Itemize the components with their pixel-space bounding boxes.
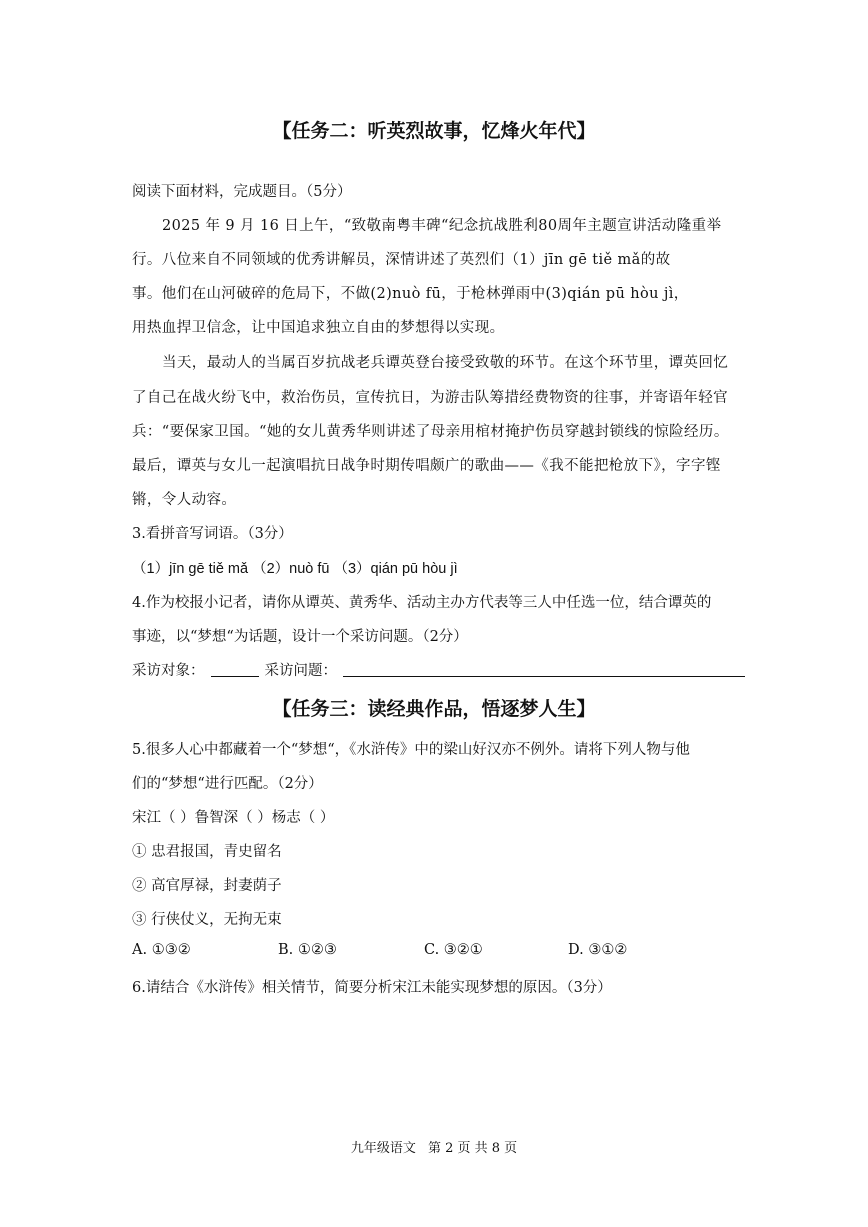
q5-dream-item: ① 忠君报国，青史留名 (132, 844, 282, 860)
q4-stem: 事迹，以“梦想“为话题，设计一个采访问题。（2分） (132, 629, 468, 645)
q5-dream-item: ② 高官厚禄，封妻荫子 (132, 878, 282, 894)
passage-line: 锵，令人动容。 (132, 492, 237, 508)
task2-title: 【任务二：听英烈故事，忆烽火年代】 (272, 120, 596, 142)
task2-intro: 阅读下面材料，完成题目。（5分） (132, 184, 352, 200)
q5-option-b[interactable]: B. ①②③ (278, 942, 337, 958)
q4-answer-line (132, 659, 745, 680)
q5-stem: 5.很多人心中都藏着一个“梦想“，《水浒传》中的梁山好汉亦不例外。请将下列人物与他 (132, 742, 690, 758)
page-footer (0, 1137, 868, 1156)
q5-dream-item: ③ 行侠仗义，无拘无束 (132, 912, 282, 928)
passage-line: 2025 年 9 月 16 日上午，“致敬南粤丰碑“纪念抗战胜利80周年主题宣讲活动隆重举 (162, 218, 722, 234)
passage-line: 用热血捍卫信念，让中国追求独立自由的梦想得以实现。 (132, 320, 505, 336)
q6-stem: 6.请结合《水浒传》相关情节，简要分析宋江未能实现梦想的原因。（3分） (132, 980, 612, 996)
passage-line: 最后，谭英与女儿一起演唱抗日战争时期传唱颇广的歌曲——《我不能把枪放下》，字字铿 (132, 458, 721, 474)
q4-stem: 4.作为校报小记者，请你从谭英、黄秀华、活动主办方代表等三人中任选一位，结合谭英的 (132, 595, 712, 611)
q3-stem: 3.看拼音写词语。（3分） (132, 526, 293, 542)
passage-line: 了自己在战火纷飞中，救治伤员，宣传抗日，为游击队筹措经费物资的往事，并寄语年轻官 (132, 390, 728, 406)
passage-line: 兵：“要保家卫国。“她的女儿黄秀华则讲述了母亲用棺材掩护伤员穿越封锁线的惊险经历。 (132, 424, 729, 440)
footer-page-number: 第 2 页 共 8 页 (427, 1141, 518, 1156)
interview-question-blank[interactable] (343, 662, 745, 677)
passage-line: 事。他们在山河破碎的危局下，不做(2)nuò fū，于枪林弹雨中(3)qián pū hòu jì， (132, 286, 689, 302)
q5-option-c[interactable]: C. ③②① (424, 942, 483, 958)
passage-line: 行。八位来自不同领域的优秀讲解员，深情讲述了英烈们（1）jīn gē tiě mǎ的故 (132, 252, 671, 268)
q5-option-a[interactable]: A. ①③② (132, 942, 191, 958)
q5-people: 宋江（ ）鲁智深（ ）杨志（ ） (132, 810, 335, 826)
q5-option-d[interactable]: D. ③①② (568, 942, 628, 958)
q5-stem: 们的“梦想“进行匹配。（2分） (132, 776, 323, 792)
interview-target-blank[interactable] (211, 662, 259, 677)
passage-line: 当天，最动人的当属百岁抗战老兵谭英登台接受致敬的环节。在这个环节里，谭英回忆 (162, 355, 729, 371)
footer-subject: 九年级语文 (350, 1141, 416, 1156)
task3-title: 【任务三：读经典作品，悟逐梦人生】 (272, 698, 596, 720)
interview-question-label: 采访问题： (264, 663, 337, 679)
interview-target-label: 采访对象： (132, 663, 205, 679)
q3-items: （1）jīn gē tiě mǎ （2）nuò fū （3）qián pū hòu jì (132, 561, 458, 577)
